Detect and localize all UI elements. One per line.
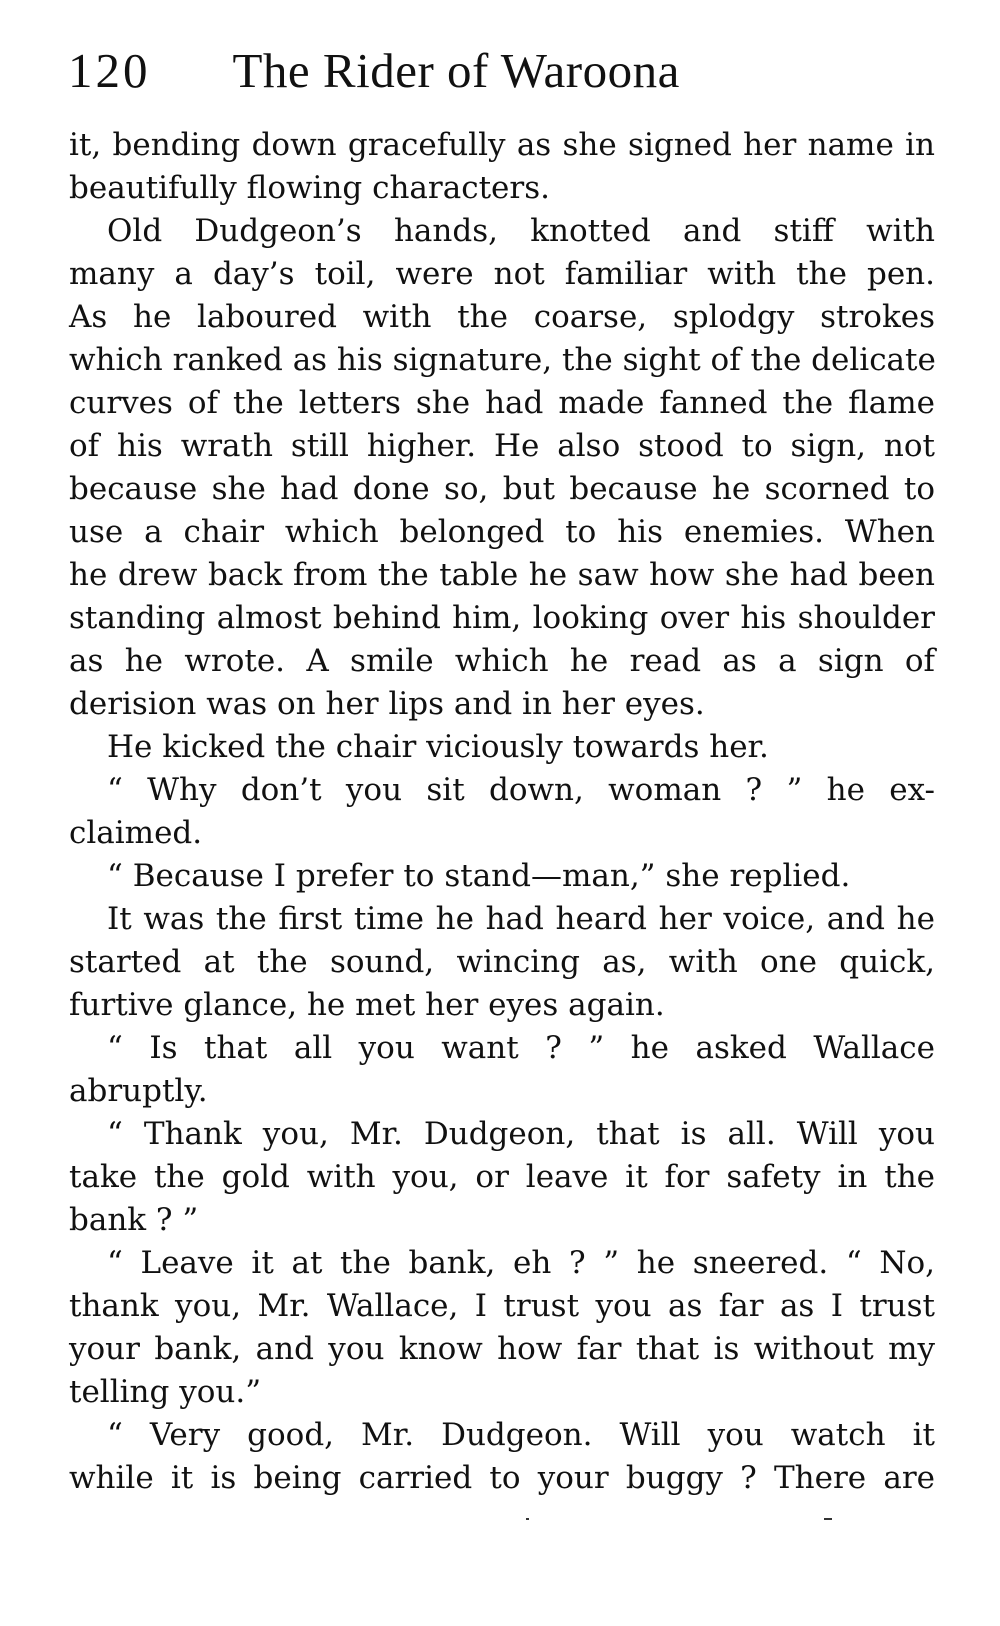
text-line: it, bending down gracefully as she signed her name in	[69, 127, 935, 163]
text-line: It was the first time he had heard her voice, and he	[107, 901, 935, 937]
text-line: standing almost behind him, looking over his shoulder	[69, 600, 935, 636]
text-line: derision was on her lips and in her eyes.	[69, 686, 705, 722]
body-text	[69, 124, 935, 1500]
text-line: bank ? ”	[69, 1202, 199, 1238]
text-line: your bank, and you know how far that is without my	[69, 1331, 935, 1367]
text-line: “ Thank you, Mr. Dudgeon, that is all. Will you	[107, 1116, 935, 1152]
page-number: 120	[68, 43, 151, 98]
text-line: “ Why don’t you sit down, woman ? ” he ex-	[107, 772, 935, 808]
text-line: he drew back from the table he saw how she had been	[69, 557, 935, 593]
scan-speck	[824, 1518, 832, 1520]
text-line: because she had done so, but because he scorned to	[69, 471, 935, 507]
text-line: of his wrath still higher. He also stood to sign, not	[69, 428, 935, 464]
text-line: As he laboured with the coarse, splodgy strokes	[69, 299, 935, 335]
text-line: He kicked the chair viciously towards her.	[107, 729, 769, 765]
text-line: curves of the letters she had made fanned the flame	[69, 385, 935, 421]
text-line: “ Because I prefer to stand—man,” she replied.	[107, 858, 851, 894]
text-line: telling you.”	[69, 1374, 262, 1410]
text-line: use a chair which belonged to his enemies. When	[69, 514, 935, 550]
text-line: “ Leave it at the bank, eh ? ” he sneered. “ No,	[107, 1245, 935, 1281]
text-line: which ranked as his signature, the sight of the delicate	[69, 342, 936, 378]
text-line: “ Is that all you want ? ” he asked Wallace	[107, 1030, 935, 1066]
text-line: “ Very good, Mr. Dudgeon. Will you watch it	[107, 1417, 935, 1453]
text-line: beautifully flowing characters.	[69, 170, 550, 206]
text-line: Old Dudgeon’s hands, knotted and stiff with	[107, 213, 935, 249]
text-line: take the gold with you, or leave it for safety in the	[69, 1159, 935, 1195]
text-line: as he wrote. A smile which he read as a sign of	[69, 643, 935, 679]
text-line: started at the sound, wincing as, with one quick,	[69, 944, 935, 980]
running-head	[68, 36, 938, 106]
book-title: The Rider of Waroona	[232, 43, 680, 98]
text-line: abruptly.	[69, 1073, 208, 1109]
scan-speck	[526, 1518, 529, 1520]
text-line: thank you, Mr. Wallace, I trust you as far as I trust	[69, 1288, 935, 1324]
text-line: furtive glance, he met her eyes again.	[69, 987, 665, 1023]
text-line: many a day’s toil, were not familiar with the pen.	[69, 256, 935, 292]
text-line: while it is being carried to your buggy ? There are	[69, 1460, 935, 1496]
text-line: claimed.	[69, 815, 203, 851]
